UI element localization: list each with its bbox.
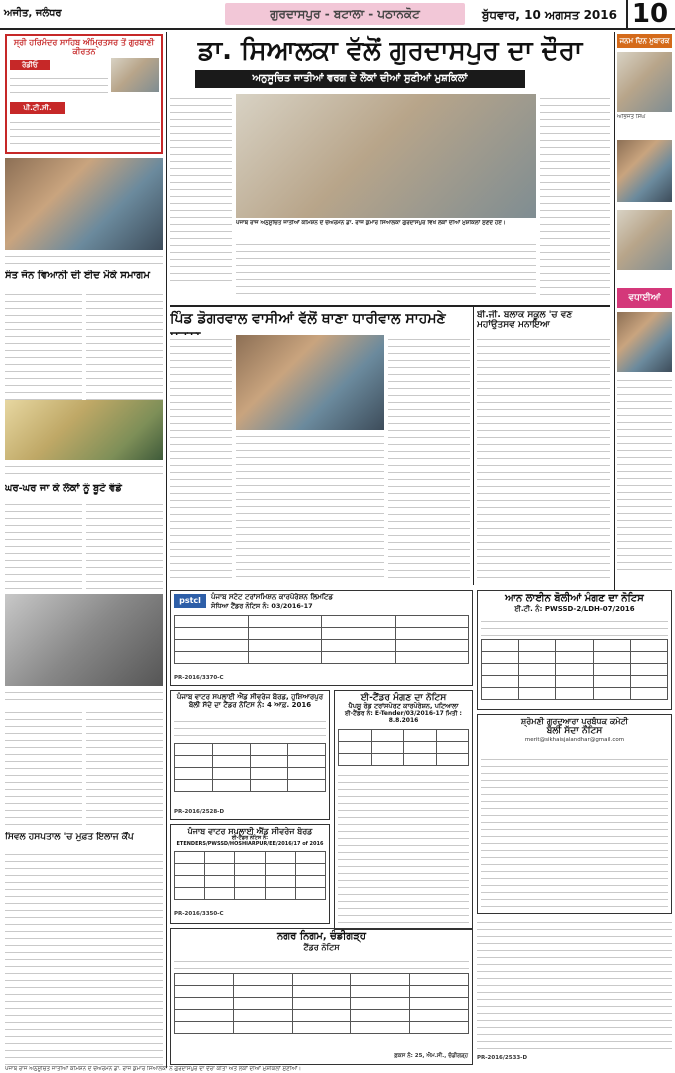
online-notice (477, 590, 672, 710)
wedding-banner: ਵਧਾਈਆਂ (617, 288, 672, 308)
body-text-sample: ਪੰਜਾਬ ਰਾਜ ਅਨੁਸੂਚਿਤ ਜਾਤੀਆਂ ਕਮਿਸ਼ਨ ਦੇ ਚੇਅਰਮੈਨ ਡਾ. ਰਾਜ ਕੁਮਾਰ ਸਿਆਲਕਾ ਨੇ ਗੁਰਦਾਸਪੁਰ ਦਾ ਦੌਰਾ ਕੀਤਾ ਅਤੇ ਲੋਕਾਂ ਦੀਆਂ ਮੁਸ਼ਕਿਲਾਂ ਸੁਣੀਆਂ। (5, 1066, 302, 1072)
birthday-banner: ਜਨਮ ਦਿਨ ਮੁਬਾਰਕ (617, 34, 672, 48)
pstcl-sub: ਸੋਧਿਆ ਟੈਂਡਰ ਨੋਟਿਸ ਨੰ: 03/2016-17 (211, 602, 313, 610)
commission-meeting-photo (236, 94, 536, 218)
birthday-caption: ਅਭਿਜੋਤ ਸਿੰਘ (617, 114, 646, 120)
masthead-date: ਬੁੱਧਵਾਰ, 10 ਅਗਸਤ 2016 (482, 8, 617, 22)
shiromani-email: merit@sikhaisjalandhar@gmail.com (524, 736, 625, 743)
shiromani-title: ਸ਼੍ਰੋਮਣੀ ਗੁਰਦੁਆਰਾ ਪ੍ਰਬੰਧਕ ਕਮੇਟੀ (520, 717, 629, 726)
pind-headline: ਪਿੰਡ ਡੋਗਰਵਾਲ ਵਾਸੀਆਂ ਵੱਲੋਂ ਥਾਣਾ ਧਾਰੀਵਾਲ ਸਾਹਮਣੇ (170, 311, 446, 327)
ghar-headline: ਘਰ-ਘਰ ਜਾ ਕੇ ਲੋਕਾਂ ਨੂੰ ਬੂਟੇ ਵੰਡੇ (5, 483, 122, 494)
shiromani-sub: ਬੋਲੀ ਸੱਦਾ ਨੋਟਿਸ (546, 726, 603, 737)
water-supply-sub: ਈ-ਟੈਂਡਰ ਨੋਟਿਸ ਨੰ: ETENDERS/PWSSD/HOSHIARPUR/EE/2016/17 of 2016 (176, 835, 324, 847)
water-supply-title2: ਪੰਜਾਬ ਵਾਟਰ ਸਪਲਾਈ ਐਂਡ ਸੀਵਰੇਜ ਬੋਰਡ, ਹੁਸ਼ਿਆਰਪੁਰ (176, 693, 324, 701)
main-caption: ਪੰਜਾਬ ਰਾਜ ਅਨੁਸੂਚਿਤ ਜਾਤੀਆਂ ਕਮਿਸ਼ਨ ਦੇ ਚੇਅਰਮੈਨ ਡਾ. ਰਾਜ ਕੁਮਾਰ ਸਿਆਲਕਾ ਗੁਰਦਾਸਪੁਰ ਵਿਖੇ ਲੋਕਾਂ ਦੀਆਂ ਮੁਸ਼ਕਿਲਾਂ ਸੁਣਦੇ ਹੋਏ। (236, 220, 506, 226)
golden-temple-photo (111, 58, 159, 92)
nagar-nigam-title: ਨਗਰ ਨਿਗਮ, ਚੰਡੀਗੜ੍ਹ (276, 931, 367, 942)
pstcl-table (174, 615, 469, 664)
civil-hospital-headline: ਸਿਵਲ ਹਸਪਤਾਲ 'ਚ ਮੁਫ਼ਤ ਇਲਾਜ ਕੈਂਪ (5, 832, 134, 842)
radio-ad (5, 34, 163, 154)
birthday-photo-1 (617, 52, 672, 112)
page-number: 10 (626, 0, 672, 29)
police-photo (5, 594, 163, 686)
radio-label: ਰੇਡੀਓ (10, 60, 50, 70)
water-supply-title: ਪੰਜਾਬ ਵਾਟਰ ਸਪਲਾਈ ਐਂਡ ਸੀਵਰੇਜ ਬੋਰਡ (187, 827, 313, 836)
pstcl-org: ਪੰਜਾਬ ਸਟੇਟ ਟਰਾਂਸਮਿਸ਼ਨ ਕਾਰਪੋਰੇਸ਼ਨ ਲਿਮਟਿਡ (211, 593, 334, 601)
water-supply-board (170, 824, 330, 924)
etender-title: ਈ-ਟੈਂਡਰ ਮੰਗਣ ਦਾ ਨੋਟਿਸ (360, 693, 447, 703)
masthead (0, 0, 675, 30)
water-supply-hoshiarpur (170, 690, 330, 820)
pr-code-3: PR-2016/2533-D (477, 1055, 528, 1061)
dharna-photo (236, 335, 384, 430)
nagar-nigam-footer: ਫ਼ਕਸ ਨੰ: 25, ਐਮ.ਸੀ., ਚੰਡੀਗੜ੍ਹ (394, 1053, 468, 1059)
bjp-headline: ਬੀ.ਜੀ. ਬਲਾਕ ਸਕੂਲ 'ਚ ਵਣ ਮਹਾਂਉਤਸਵ ਮਨਾਇਆ (477, 310, 573, 331)
masthead-edition: ਅਜੀਤ, ਜਲੰਧਰ (4, 8, 62, 19)
etender-notice (334, 690, 473, 930)
etender-org: ਪੈਪਸੂ ਰੋਡ ਟਰਾਂਸਪੋਰਟ ਕਾਰਪੋਰੇਸ਼ਨ, ਪਟਿਆਲਾ (348, 702, 459, 711)
school-event-photo (5, 158, 163, 250)
main-headline: ਡਾ. ਸਿਆਲਕਾ ਵੱਲੋਂ ਗੁਰਦਾਸਪੁਰ ਦਾ ਦੌਰਾ (197, 36, 583, 66)
birthday-photo-2 (617, 140, 672, 202)
masthead-region: ਗੁਰਦਾਸਪੁਰ - ਬਟਾਲਾ - ਪਠਾਨਕੋਟ (225, 3, 465, 25)
sant-headline: ਸੰਤ ਜੋਨ ਵਿਆਨੀ ਦੀ ਈਦ ਮੌਕੇ ਸਮਾਗਮ (5, 270, 150, 281)
online-notice-table (481, 639, 668, 700)
pstcl-logo: pstcl (174, 594, 206, 608)
online-notice-number: ਈ.ਟੀ. ਨੰ: PWSSD-2/LDH-07/2016 (514, 604, 635, 613)
water-supply-sub2: ਬੋਲੀ ਸੱਦੇ ਦਾ ਟੈਂਡਰ ਨੋਟਿਸ ਨੰ: 4 ਆਫ਼. 2016 (188, 701, 312, 710)
nagar-nigam-sub: ਟੈਂਡਰ ਨੋਟਿਸ (303, 942, 340, 952)
main-subhead: ਅਨੁਸੂਚਿਤ ਜਾਤੀਆਂ ਵਰਗ ਦੇ ਲੋਕਾਂ ਦੀਆਂ ਸੁਣੀਆਂ ਮੁਸ਼ਕਿਲਾਂ (195, 70, 525, 88)
online-notice-title: ਆਨ ਲਾਈਨ ਬੋਲੀਆਂ ਮੰਗਣ ਦਾ ਨੋਟਿਸ (505, 593, 644, 604)
pr-code-1: PR-2016/2528-D (174, 809, 225, 815)
shiromani-notice (477, 714, 672, 914)
birthday-photo-3 (617, 210, 672, 270)
pr-code-4: PR-2016/3370-C (174, 675, 224, 681)
ptc-label: ਪੀ.ਟੀ.ਸੀ. (10, 102, 65, 114)
radio-ad-title: ਸ੍ਰੀ ਹਰਿਮੰਦਰ ਸਾਹਿਬ ਅੰਮ੍ਰਿਤਸਰ ਤੋਂ ਗੁਰਬਾਣੀ ਕੀਰਤਨ (13, 38, 155, 57)
couple-photo (617, 312, 672, 372)
plantation-photo (5, 400, 163, 460)
pstcl-notice (170, 590, 473, 686)
pr-code-2: PR-2016/3350-C (174, 911, 224, 917)
nagar-nigam-notice (170, 928, 473, 1065)
etender-number: ਈ-ਟੈਂਡਰ ਨੰ: E-Tender/03/2016-17 ਮਿਤੀ : 8.8.2016 (345, 709, 462, 724)
